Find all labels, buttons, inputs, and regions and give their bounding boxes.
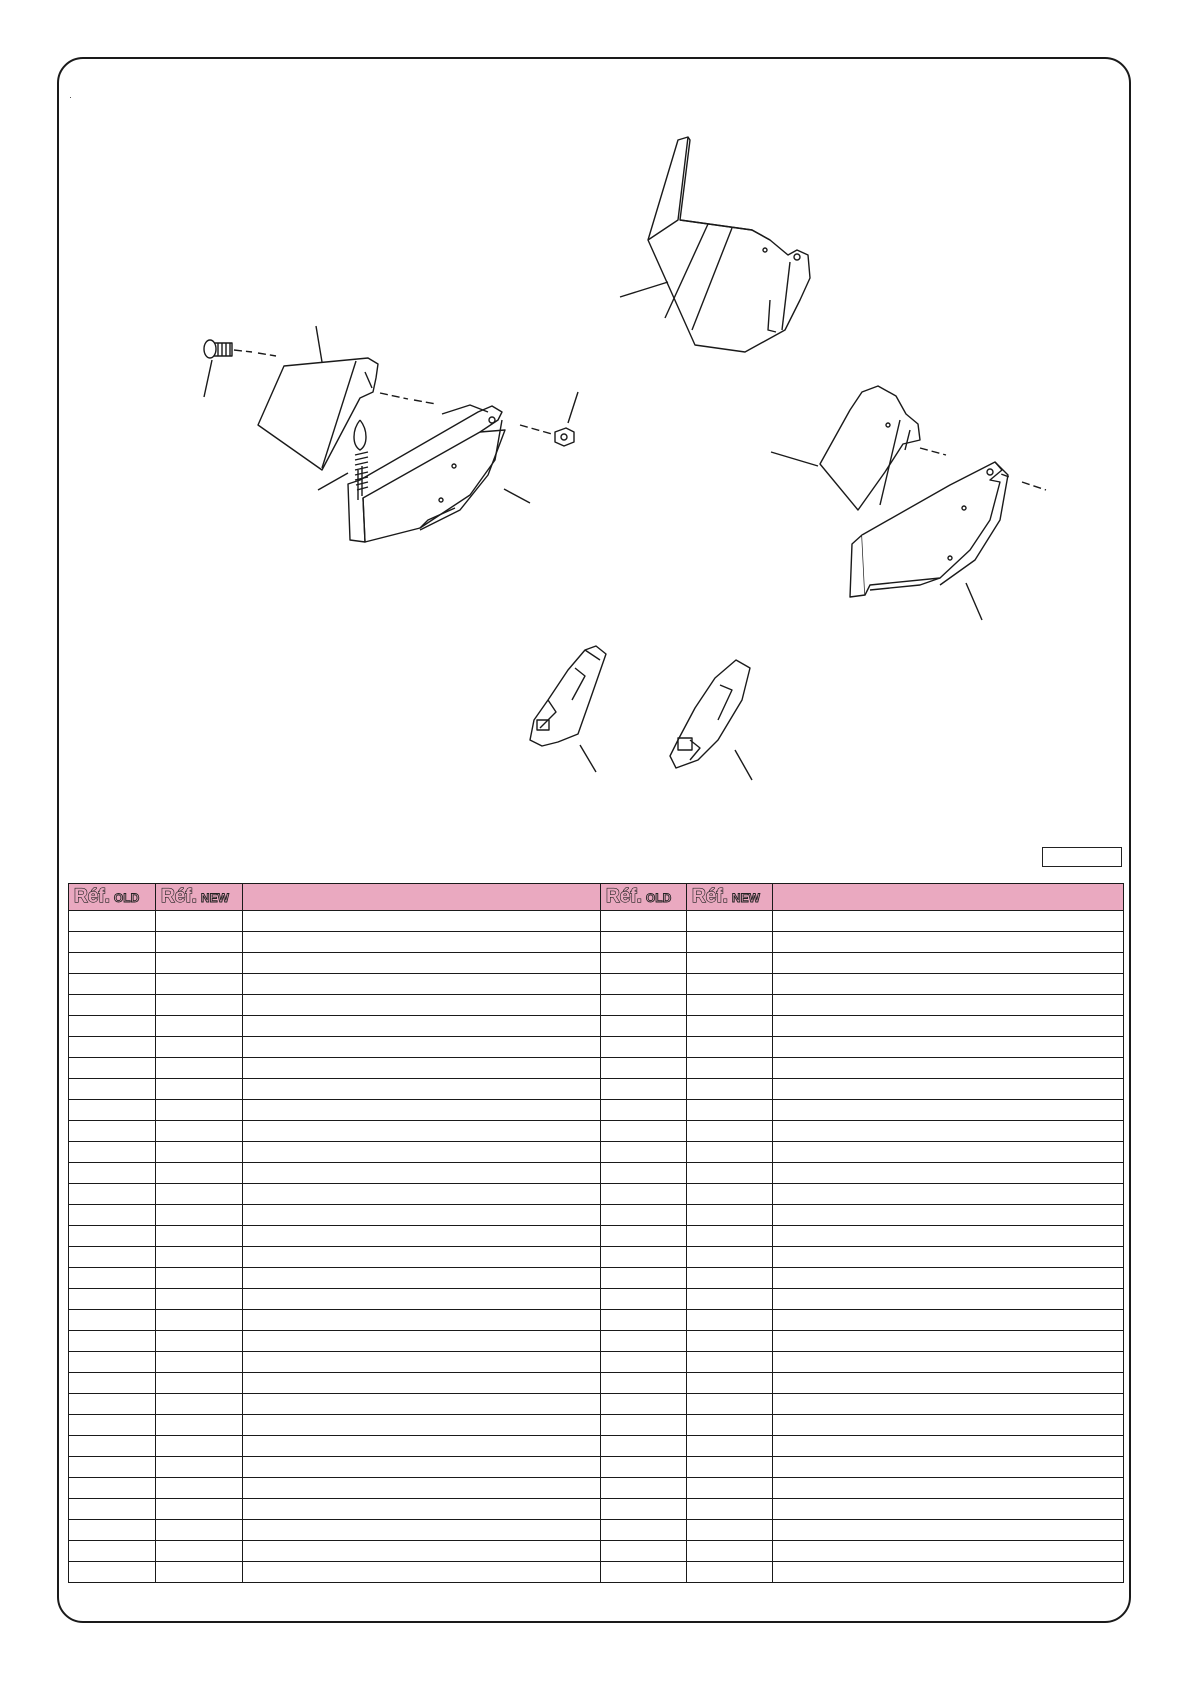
table-cell (69, 1373, 156, 1394)
table-cell (156, 1016, 243, 1037)
table-cell (156, 1142, 243, 1163)
table-cell (156, 995, 243, 1016)
table-cell (773, 1268, 1124, 1289)
table-cell (773, 1520, 1124, 1541)
table-row (69, 1352, 1124, 1373)
table-cell (687, 1352, 773, 1373)
table-cell (601, 1037, 687, 1058)
table-cell (601, 1415, 687, 1436)
table-cell (156, 1541, 243, 1562)
table-cell (156, 1268, 243, 1289)
table-cell (156, 1205, 243, 1226)
table-cell (156, 1079, 243, 1100)
reference-code-box (1042, 847, 1122, 867)
table-row (69, 1499, 1124, 1520)
table-cell (601, 1394, 687, 1415)
wear-tip-a (530, 646, 606, 746)
table-row (69, 1562, 1124, 1583)
table-cell (601, 1289, 687, 1310)
table-cell (773, 1394, 1124, 1415)
large-deflector-plate (648, 137, 810, 352)
table-cell (243, 1373, 601, 1394)
table-cell (773, 1184, 1124, 1205)
table-cell (687, 1226, 773, 1247)
table-cell (687, 932, 773, 953)
table-row (69, 1079, 1124, 1100)
leader-line-spring (318, 473, 348, 490)
table-row (69, 1100, 1124, 1121)
table-cell (243, 1499, 601, 1520)
table-row (69, 1394, 1124, 1415)
table-row (69, 911, 1124, 932)
table-cell (69, 1226, 156, 1247)
table-cell (601, 1058, 687, 1079)
table-cell (69, 932, 156, 953)
table-cell (687, 953, 773, 974)
table-cell (773, 995, 1124, 1016)
table-cell (773, 1079, 1124, 1100)
leader-line-plate-right (771, 452, 818, 466)
table-cell (601, 1226, 687, 1247)
table-cell (69, 911, 156, 932)
table-cell (687, 1184, 773, 1205)
table-cell (601, 1121, 687, 1142)
table-cell (687, 1478, 773, 1499)
table-cell (156, 974, 243, 995)
table-cell (687, 1058, 773, 1079)
table-row (69, 995, 1124, 1016)
table-cell (601, 1016, 687, 1037)
table-row (69, 1037, 1124, 1058)
table-cell (69, 1058, 156, 1079)
table-cell (773, 1310, 1124, 1331)
header-ref-old-right: Réf. OLD (601, 884, 687, 911)
table-cell (601, 974, 687, 995)
table-cell (69, 1331, 156, 1352)
table-cell (69, 1142, 156, 1163)
header-ref-new-left: Réf. NEW (156, 884, 243, 911)
table-cell (687, 911, 773, 932)
table-row (69, 1205, 1124, 1226)
table-cell (156, 1226, 243, 1247)
table-cell (773, 911, 1124, 932)
table-cell (243, 1058, 601, 1079)
table-cell (243, 1562, 601, 1583)
table-cell (773, 1142, 1124, 1163)
table-cell (773, 1352, 1124, 1373)
table-cell (69, 1562, 156, 1583)
table-cell (601, 932, 687, 953)
table-cell (687, 1016, 773, 1037)
table-cell (773, 932, 1124, 953)
table-cell (601, 1478, 687, 1499)
table-cell (687, 1562, 773, 1583)
table-cell (601, 1079, 687, 1100)
table-cell (243, 1478, 601, 1499)
table-cell (156, 911, 243, 932)
table-cell (773, 1415, 1124, 1436)
table-cell (773, 1562, 1124, 1583)
table-cell (69, 1310, 156, 1331)
table-cell (69, 1289, 156, 1310)
table-row (69, 1373, 1124, 1394)
table-row (69, 1163, 1124, 1184)
table-cell (687, 1205, 773, 1226)
table-row (69, 1268, 1124, 1289)
table-cell (773, 1478, 1124, 1499)
table-cell (773, 1436, 1124, 1457)
table-cell (773, 1100, 1124, 1121)
table-cell (69, 1415, 156, 1436)
table-row (69, 1184, 1124, 1205)
table-cell (243, 1352, 601, 1373)
table-cell (601, 1268, 687, 1289)
table-cell (156, 1247, 243, 1268)
table-cell (243, 1310, 601, 1331)
header-description-left (243, 884, 601, 911)
table-cell (69, 1079, 156, 1100)
table-cell (243, 932, 601, 953)
table-cell (243, 995, 601, 1016)
table-cell (243, 1121, 601, 1142)
table-cell (773, 1247, 1124, 1268)
table-cell (69, 1520, 156, 1541)
table-cell (156, 1394, 243, 1415)
table-cell (243, 1205, 601, 1226)
table-cell (243, 911, 601, 932)
table-cell (156, 1457, 243, 1478)
leader-line-tip-a (580, 745, 596, 772)
table-cell (69, 1163, 156, 1184)
table-cell (601, 1499, 687, 1520)
table-cell (601, 1184, 687, 1205)
table-row (69, 1142, 1124, 1163)
table-cell (773, 1331, 1124, 1352)
table-row (69, 1058, 1124, 1079)
table-cell (243, 1520, 601, 1541)
table-cell (69, 974, 156, 995)
leader-line-deflector (620, 282, 668, 297)
table-cell (69, 1247, 156, 1268)
table-cell (687, 1373, 773, 1394)
table-cell (69, 1121, 156, 1142)
table-cell (687, 1289, 773, 1310)
table-cell (687, 1499, 773, 1520)
table-cell (243, 1163, 601, 1184)
table-cell (601, 1331, 687, 1352)
table-cell (156, 932, 243, 953)
leader-line-shoe-right (966, 583, 982, 620)
table-cell (601, 1562, 687, 1583)
table-cell (243, 1394, 601, 1415)
table-cell (601, 1352, 687, 1373)
left-shoe-assembly (348, 405, 505, 542)
table-cell (773, 1058, 1124, 1079)
table-cell (69, 1478, 156, 1499)
table-cell (69, 1037, 156, 1058)
table-cell (243, 1226, 601, 1247)
table-cell (69, 1457, 156, 1478)
table-row (69, 1226, 1124, 1247)
table-cell (601, 1205, 687, 1226)
table-cell (601, 1457, 687, 1478)
table-cell (773, 1226, 1124, 1247)
wear-tip-b (670, 660, 750, 768)
table-cell (156, 1415, 243, 1436)
table-cell (687, 1541, 773, 1562)
table-cell (156, 1121, 243, 1142)
leader-line-tip-b (735, 750, 752, 780)
table-cell (687, 1394, 773, 1415)
table-header-row (69, 884, 1124, 911)
table-cell (69, 1541, 156, 1562)
table-cell (601, 953, 687, 974)
table-cell (156, 1289, 243, 1310)
table-cell (601, 1541, 687, 1562)
table-cell (69, 1352, 156, 1373)
table-cell (243, 1247, 601, 1268)
table-cell (156, 1520, 243, 1541)
table-cell (687, 1268, 773, 1289)
table-cell (687, 1457, 773, 1478)
table-row (69, 1016, 1124, 1037)
leader-line-plate (316, 326, 322, 362)
table-cell (687, 1247, 773, 1268)
table-cell (69, 995, 156, 1016)
table-cell (687, 1331, 773, 1352)
table-cell (243, 974, 601, 995)
table-cell (601, 911, 687, 932)
table-row (69, 953, 1124, 974)
table-cell (69, 1436, 156, 1457)
table-cell (243, 1079, 601, 1100)
table-cell (69, 1205, 156, 1226)
table-cell (156, 1436, 243, 1457)
table-cell (156, 1037, 243, 1058)
table-row (69, 1331, 1124, 1352)
table-cell (69, 1100, 156, 1121)
header-ref-new-right: Réf. NEW (687, 884, 773, 911)
header-description-right (773, 884, 1124, 911)
table-row (69, 1436, 1124, 1457)
table-cell (243, 1541, 601, 1562)
table-cell (601, 1310, 687, 1331)
table-cell (773, 974, 1124, 995)
table-row (69, 932, 1124, 953)
table-row (69, 1310, 1124, 1331)
table-cell (601, 1373, 687, 1394)
table-cell (243, 1436, 601, 1457)
table-cell (243, 1100, 601, 1121)
table-cell (601, 1436, 687, 1457)
table-cell (156, 1499, 243, 1520)
table-cell (243, 1415, 601, 1436)
table-cell (243, 1331, 601, 1352)
table-cell (773, 1289, 1124, 1310)
table-cell (243, 1142, 601, 1163)
leader-line-bolt (204, 360, 212, 397)
table-cell (69, 1394, 156, 1415)
table-cell (156, 1310, 243, 1331)
table-cell (773, 1373, 1124, 1394)
table-row (69, 1478, 1124, 1499)
table-cell (687, 1163, 773, 1184)
table-cell (773, 1016, 1124, 1037)
table-row (69, 1541, 1124, 1562)
table-cell (156, 1163, 243, 1184)
table-cell (687, 1520, 773, 1541)
table-cell (773, 1499, 1124, 1520)
table-cell (156, 1058, 243, 1079)
table-cell (156, 1184, 243, 1205)
table-cell (243, 1184, 601, 1205)
table-cell (687, 1436, 773, 1457)
parts-table (68, 883, 1124, 1583)
table-cell (601, 1520, 687, 1541)
table-cell (156, 1352, 243, 1373)
table-cell (243, 1037, 601, 1058)
table-row (69, 974, 1124, 995)
table-cell (687, 1415, 773, 1436)
table-cell (687, 995, 773, 1016)
table-cell (243, 1268, 601, 1289)
table-cell (601, 1142, 687, 1163)
table-row (69, 1415, 1124, 1436)
table-cell (687, 974, 773, 995)
table-cell (687, 1121, 773, 1142)
leader-line-shoe-left (504, 489, 530, 503)
table-cell (687, 1100, 773, 1121)
table-cell (773, 1457, 1124, 1478)
table-cell (773, 1163, 1124, 1184)
table-cell (601, 995, 687, 1016)
table-cell (243, 1289, 601, 1310)
table-cell (69, 1016, 156, 1037)
table-cell (687, 1310, 773, 1331)
right-small-plate (820, 386, 920, 510)
table-cell (773, 1205, 1124, 1226)
table-cell (687, 1079, 773, 1100)
table-cell (243, 953, 601, 974)
table-cell (773, 953, 1124, 974)
table-cell (773, 1121, 1124, 1142)
table-cell (156, 1100, 243, 1121)
table-cell (687, 1037, 773, 1058)
table-cell (156, 1562, 243, 1583)
table-cell (156, 1373, 243, 1394)
table-cell (156, 1331, 243, 1352)
table-cell (773, 1541, 1124, 1562)
bolt (204, 340, 232, 358)
table-cell (69, 953, 156, 974)
table-row (69, 1289, 1124, 1310)
table-cell (243, 1457, 601, 1478)
table-cell (156, 953, 243, 974)
table-cell (601, 1247, 687, 1268)
table-cell (243, 1016, 601, 1037)
leader-line-nut (568, 392, 578, 423)
table-cell (687, 1142, 773, 1163)
table-cell (601, 1163, 687, 1184)
table-cell (601, 1100, 687, 1121)
table-cell (156, 1478, 243, 1499)
table-row (69, 1247, 1124, 1268)
table-row (69, 1121, 1124, 1142)
table-row (69, 1457, 1124, 1478)
header-ref-old-left: Réf. OLD (69, 884, 156, 911)
table-cell (69, 1268, 156, 1289)
parts-table-body (69, 911, 1124, 1583)
table-cell (69, 1184, 156, 1205)
table-cell (69, 1499, 156, 1520)
table-cell (773, 1037, 1124, 1058)
nut (555, 428, 574, 446)
table-row (69, 1520, 1124, 1541)
